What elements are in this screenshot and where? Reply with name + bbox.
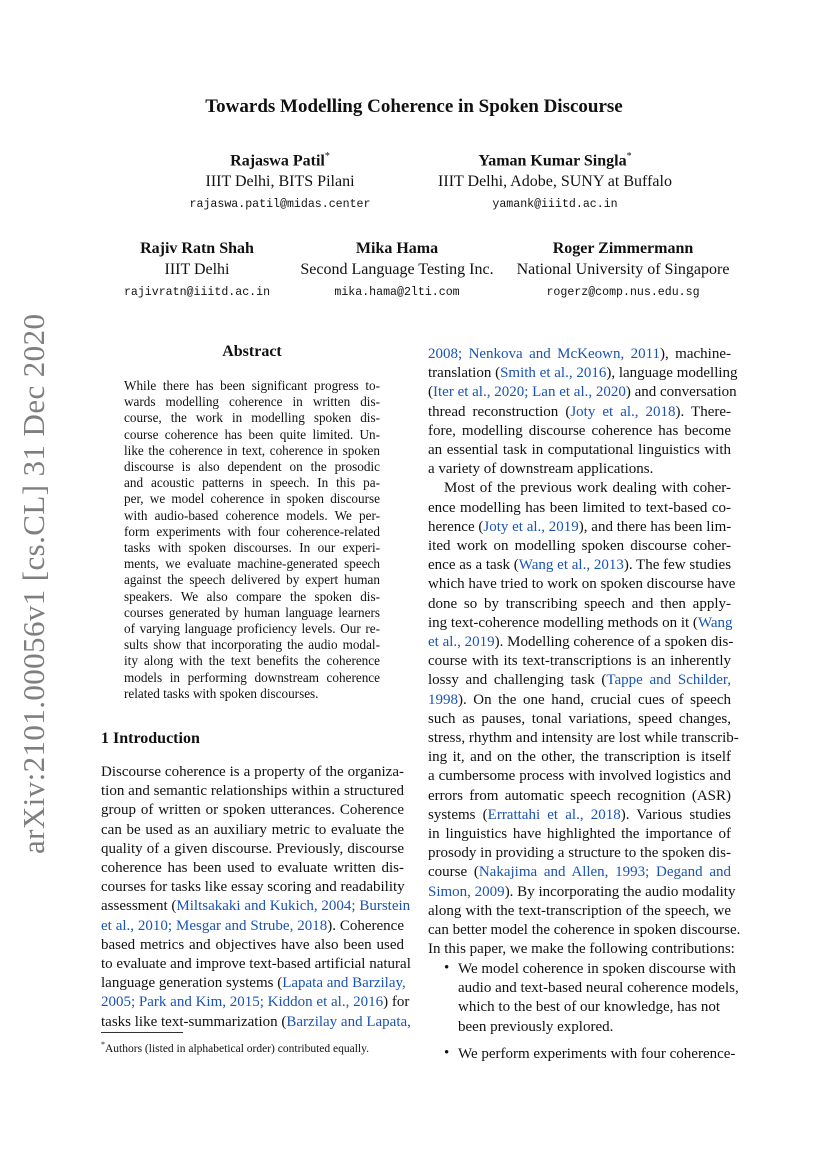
abstract-heading: Abstract: [222, 343, 282, 360]
author-email[interactable]: rajivratn@iiitd.ac.in: [123, 286, 271, 299]
text-line: et al., 2019). Modelling coherence of a spoken dis-: [428, 634, 734, 651]
text-line: ence as a task (Wang et al., 2013). The few studies: [428, 557, 732, 574]
abstract-line: wards modelling coherence in written dis-: [124, 394, 380, 410]
text-line: can better model the coherence in spoken discourse.: [428, 922, 741, 939]
text-line: 2005; Park and Kim, 2015; Kiddon et al., 2016) for: [101, 994, 410, 1011]
author-email[interactable]: mika.hama@2lti.com: [334, 286, 460, 299]
text-line: course with its text-transcriptions is an inherently: [428, 653, 731, 670]
text-line: (Iter et al., 2020; Lan et al., 2020) and conversation: [428, 384, 737, 401]
abstract-line: ments, we evaluate machine-generated speech: [124, 556, 380, 572]
author-name: Rajiv Ratn Shah: [140, 240, 254, 257]
author-affiliation: IIIT Delhi, BITS Pilani: [205, 173, 355, 191]
text-line: 1998). On the one hand, crucial cues of speech: [428, 691, 731, 708]
text-line: language generation systems (Lapata and Barzilay,: [101, 975, 406, 992]
text-line: herence (Joty et al., 2019), and there has been lim-: [428, 518, 732, 535]
right-column: [428, 345, 741, 960]
text-line: errors from automatic speech recognition (ASR): [428, 787, 731, 804]
text-line: tasks like text-summarization (Barzilay and Lapata,: [101, 1013, 411, 1030]
author-affiliation: IIIT Delhi, Adobe, SUNY at Buffalo: [438, 173, 672, 191]
text-line: ing it, and on the other, the transcription is itself: [428, 749, 731, 766]
text-line: ence modelling has been limited to text-based co-: [428, 499, 731, 516]
text-line: assessment (Miltsakaki and Kukich, 2004; Burstein: [101, 898, 411, 915]
text-line: quality of a given discourse. Previously, discourse: [101, 840, 404, 857]
arxiv-identifier[interactable]: arXiv:2101.00056v1 [cs.CL] 31 Dec 2020: [16, 313, 51, 854]
author-name: Rajaswa Patil*: [230, 151, 330, 170]
text-line: coherence has been used to evaluate written dis-: [101, 860, 404, 877]
intro-left-column: [101, 763, 411, 1032]
bullet-text: [458, 960, 739, 1037]
abstract-line: per, we model coherence in spoken discourse: [124, 491, 380, 507]
text-line: based metrics and objectives have also been used: [101, 936, 404, 953]
text-line: which have tried to work on spoken discourse have: [428, 576, 736, 593]
author-email[interactable]: yamank@iiitd.ac.in: [492, 198, 618, 212]
text-line: a cumbersome process with involved logistics and: [428, 768, 731, 785]
author-affiliation: National University of Singapore: [516, 261, 730, 278]
text-line: such as pauses, tonal variations, speed changes,: [428, 710, 731, 727]
abstract-line: courses generated by human language learners: [124, 604, 380, 620]
contribution-bullet: [444, 960, 739, 1037]
text-line: to evaluate and improve text-based artificial natural: [101, 956, 411, 973]
author-block: [420, 146, 690, 214]
bullet-line: been previously explored.: [458, 1018, 614, 1035]
abstract-line: tasks with spoken discourses. In our experi-: [124, 540, 380, 556]
section-heading: 1 Introduction: [101, 730, 200, 747]
bullet-marker: •: [444, 960, 450, 976]
text-line: Discourse coherence is a property of the organiza-: [101, 764, 404, 780]
author-block: [508, 238, 738, 302]
abstract-line: like the coherence in text, coherence in spoken: [124, 442, 380, 458]
text-line: Simon, 2009). By incorporating the audio modality: [428, 883, 736, 900]
text-line: in linguistics have highlighted the importance of: [428, 826, 731, 843]
contribution-bullet: [444, 1045, 736, 1064]
abstract-line: related tasks with spoken discourses.: [124, 685, 319, 701]
abstract-line: speakers. We also compare the spoken dis-: [124, 588, 380, 604]
text-line: lossy and challenging task (Tappe and Schilder,: [428, 672, 731, 689]
text-line: course (Nakajima and Allen, 1993; Degand and: [428, 864, 731, 881]
text-line: prosody in providing a structure to the spoken dis-: [428, 845, 731, 862]
text-line: done so by transcribing speech and then apply-: [428, 595, 731, 612]
author-email[interactable]: rogerz@comp.nus.edu.sg: [546, 286, 700, 299]
text-line: ing text-coherence modelling methods on it (Wang: [428, 614, 733, 631]
author-block: [112, 238, 282, 302]
author-block: [292, 238, 502, 302]
bullet-line: We model coherence in spoken discourse with: [458, 961, 736, 977]
text-line: thread reconstruction (Joty et al., 2018). There-: [428, 403, 732, 420]
text-line: stress, rhythm and intensity are lost while transcrib-: [428, 730, 739, 747]
author-affiliation: Second Language Testing Inc.: [300, 261, 494, 278]
author-block: [150, 146, 410, 214]
bullet-line: We perform experiments with four coherence-: [458, 1046, 736, 1062]
author-affiliation: IIIT Delhi: [164, 261, 230, 278]
text-line: tion and semantic relationships within a structured: [101, 783, 404, 800]
footnote-rule: [101, 1032, 183, 1033]
abstract-line: with audio-based coherence models. We per-: [124, 507, 380, 523]
text-line: Most of the previous work dealing with coher-: [444, 480, 731, 497]
abstract-body: [124, 378, 380, 702]
abstract-line: against the speech delivered by expert human: [124, 572, 380, 588]
text-line: In this paper, we make the following contributions:: [428, 941, 735, 958]
text-line: systems (Errattahi et al., 2018). Various studies: [428, 806, 732, 823]
footnote: *Authors (listed in alphabetical order) contributed equally.: [101, 1040, 369, 1055]
bullet-line: audio and text-based neural coherence models,: [458, 980, 739, 997]
text-line: along with the text-transcription of the speech, we: [428, 902, 731, 919]
bullet-text: [458, 1045, 736, 1064]
author-name: Yaman Kumar Singla*: [478, 151, 632, 170]
abstract-line: of varying language proficiency levels. Our re-: [124, 621, 380, 637]
abstract-line: and acoustic patterns in speech. In this pa-: [124, 475, 380, 491]
text-line: a variety of downstream applications.: [428, 461, 654, 478]
author-name: Roger Zimmermann: [552, 240, 694, 257]
text-line: group of written or spoken utterances. Coherence: [101, 802, 404, 819]
text-line: ited work on modelling spoken discourse coher-: [428, 538, 731, 555]
abstract-line: While there has been significant progress to-: [124, 378, 380, 393]
abstract-line: course coherence has been quite limited. Un-: [124, 426, 380, 442]
author-name: Mika Hama: [355, 240, 439, 257]
text-line: translation (Smith et al., 2016), language modelling: [428, 365, 738, 382]
text-line: 2008; Nenkova and McKeown, 2011), machine-: [428, 346, 731, 362]
text-line: an essential task in computational linguistics with: [428, 442, 731, 459]
bullet-marker: •: [444, 1045, 450, 1061]
abstract-line: discourse is also dependent on the prosodic: [124, 459, 380, 475]
bullet-line: which to the best of our knowledge, has not: [458, 999, 721, 1016]
abstract-line: course, the work in modelling spoken dis-: [124, 410, 380, 426]
paper-title: Towards Modelling Coherence in Spoken Discourse: [205, 96, 623, 117]
text-line: can be used as an auxiliary metric to evaluate the: [101, 821, 404, 838]
abstract-line: form experiments with four coherence-related: [124, 523, 380, 539]
abstract-line: ity along with the text benefits the coherence: [124, 653, 380, 669]
text-line: courses for tasks like essay scoring and readability: [101, 879, 405, 896]
author-email[interactable]: rajaswa.patil@midas.center: [189, 198, 371, 212]
abstract-line: models in performing downstream coherence: [124, 669, 380, 685]
abstract-line: sults show that incorporating the audio modal-: [124, 637, 380, 653]
text-line: et al., 2010; Mesgar and Strube, 2018). Coherence: [101, 917, 404, 934]
text-line: fore, modelling discourse coherence has become: [428, 422, 731, 439]
